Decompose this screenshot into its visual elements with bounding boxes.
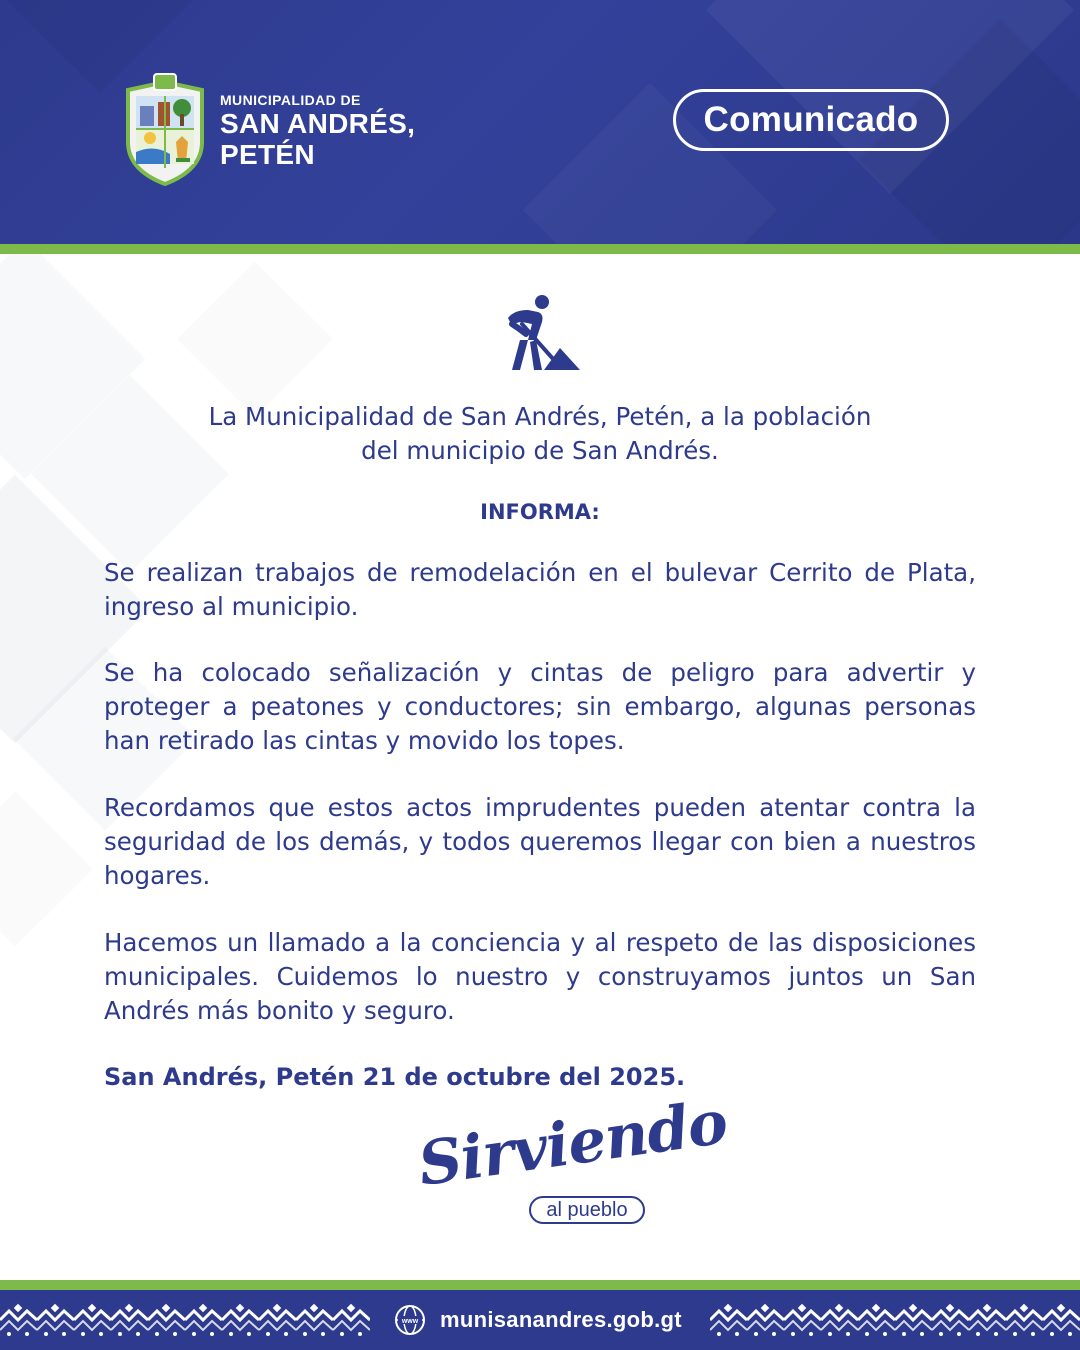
- notice-date: San Andrés, Petén 21 de octubre del 2025.: [104, 1063, 686, 1091]
- woven-pattern-icon: [710, 1302, 1080, 1338]
- website-link[interactable]: [394, 1302, 682, 1338]
- header-banner: [0, 0, 1080, 244]
- woven-pattern-icon: [0, 1302, 370, 1338]
- municipal-crest-icon: [124, 72, 206, 188]
- green-divider-bottom: [0, 1280, 1080, 1290]
- slogan-logo: [414, 1087, 732, 1230]
- org-name-line1: SAN ANDRÉS,: [220, 108, 416, 139]
- website-url[interactable]: munisanandres.gob.gt: [440, 1307, 682, 1332]
- slogan-script: Sirviendo: [414, 1087, 732, 1200]
- intro-line-2: del municipio de San Andrés.: [361, 436, 719, 465]
- footer-bar: [0, 1290, 1080, 1350]
- org-prefix: MUNICIPALIDAD DE: [220, 92, 361, 108]
- globe-www-icon: [394, 1304, 426, 1336]
- slogan-subtitle: al pueblo: [529, 1196, 645, 1224]
- comunicado-badge: Comunicado: [673, 89, 949, 151]
- green-divider-top: [0, 244, 1080, 254]
- www-label: www: [401, 1318, 419, 1325]
- intro-line-1: La Municipalidad de San Andrés, Petén, a la población: [208, 402, 872, 431]
- notice-paragraph-4: Hacemos un llamado a la conciencia y al respeto de las disposiciones municipales. Cuidemos lo nuestro y construyamos juntos un San Andrés más bonito y seguro.: [104, 928, 976, 1025]
- notice-paragraph-3: Recordamos que estos actos imprudentes pueden atentar contra la seguridad de los demás, y todos queremos llegar con bien a nuestros hogares.: [104, 793, 976, 890]
- notice-heading: INFORMA:: [480, 500, 600, 524]
- municipality-name: [220, 92, 415, 170]
- notice-intro: [104, 400, 976, 468]
- notice-paragraph-2: Se ha colocado señalización y cintas de peligro para advertir y proteger a peatones y conductores; sin embargo, algunas personas han retirado las cintas y movido los topes.: [104, 658, 976, 755]
- notice-paragraph-1: Se realizan trabajos de remodelación en el bulevar Cerrito de Plata, ingreso al municipio.: [104, 558, 976, 621]
- road-worker-icon: [498, 294, 582, 372]
- org-name-line2: PETÉN: [220, 139, 315, 170]
